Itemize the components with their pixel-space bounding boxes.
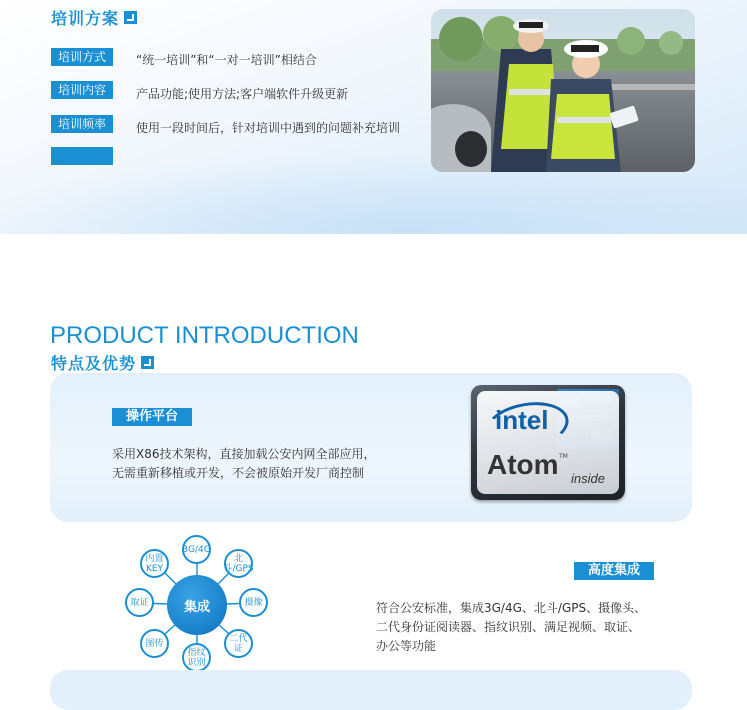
- training-frequency-tag: 培训频率: [51, 115, 113, 133]
- integration-line: 办公等功能: [376, 639, 437, 653]
- product-heading-en: PRODUCT INTRODUCTION: [50, 322, 359, 349]
- training-title-text: 培训方案: [51, 9, 120, 28]
- integration-line: 二代身份证阅读器、指纹识别、满足视频、取证、: [376, 620, 641, 634]
- training-section: [0, 0, 747, 234]
- training-method-tag: 培训方式: [51, 48, 113, 66]
- diagram-node-3g4g: 3G/4G: [182, 535, 211, 564]
- integration-diagram: [112, 530, 272, 678]
- logo-tm: TM: [559, 453, 568, 460]
- integration-description: [376, 599, 646, 656]
- diagram-node-id-card: 二代证: [224, 629, 253, 658]
- os-platform-line: 采用X86技术架构，直接加载公安内网全部应用，: [112, 447, 376, 461]
- intel-atom-logo: [471, 385, 625, 500]
- product-heading-zh-text: 特点及优势: [51, 354, 137, 373]
- training-title: [51, 6, 137, 29]
- diagram-node-beidou-gps: 北斗/GPS: [224, 549, 253, 578]
- training-content-text: 产品功能;使用方法;客户端软件升级更新: [136, 87, 349, 101]
- integration-line: 符合公安标准，集成3G/4G、北斗/GPS、摄像头、: [376, 601, 647, 615]
- logo-product: Atom: [487, 449, 559, 480]
- arrow-corner-icon: [124, 11, 137, 24]
- os-platform-label: 操作平台: [112, 408, 192, 426]
- logo-brand: intel: [495, 405, 549, 435]
- diagram-center: 集成: [167, 575, 227, 635]
- logo-badge: [477, 391, 619, 494]
- training-frequency-text: 使用一段时间后，针对培训中遇到的问题补充培训: [136, 121, 401, 135]
- product-heading-zh: [51, 351, 154, 374]
- logo-tagline: inside: [571, 471, 605, 486]
- diagram-node-camera: 摄像: [239, 588, 268, 617]
- diagram-node-image-transfer: 图传: [140, 629, 169, 658]
- os-platform-description: [112, 445, 376, 483]
- training-content-tag: 培训内容: [51, 81, 113, 99]
- next-panel-edge: [50, 670, 692, 710]
- diagram-node-built-in-key: 内置KEY: [140, 549, 169, 578]
- os-platform-line: 无需重新移植或开发，不会被原始开发厂商控制: [112, 466, 365, 480]
- integration-label: 高度集成: [574, 562, 654, 580]
- diagram-node-fingerprint: 指纹识别: [182, 643, 211, 672]
- arrow-corner-icon: [141, 356, 154, 369]
- training-empty-tag: [51, 147, 113, 165]
- traffic-police-photo: [431, 9, 695, 172]
- diagram-node-evidence: 取证: [125, 588, 154, 617]
- training-method-text: “统一培训”和“一对一培训”相结合: [136, 53, 317, 67]
